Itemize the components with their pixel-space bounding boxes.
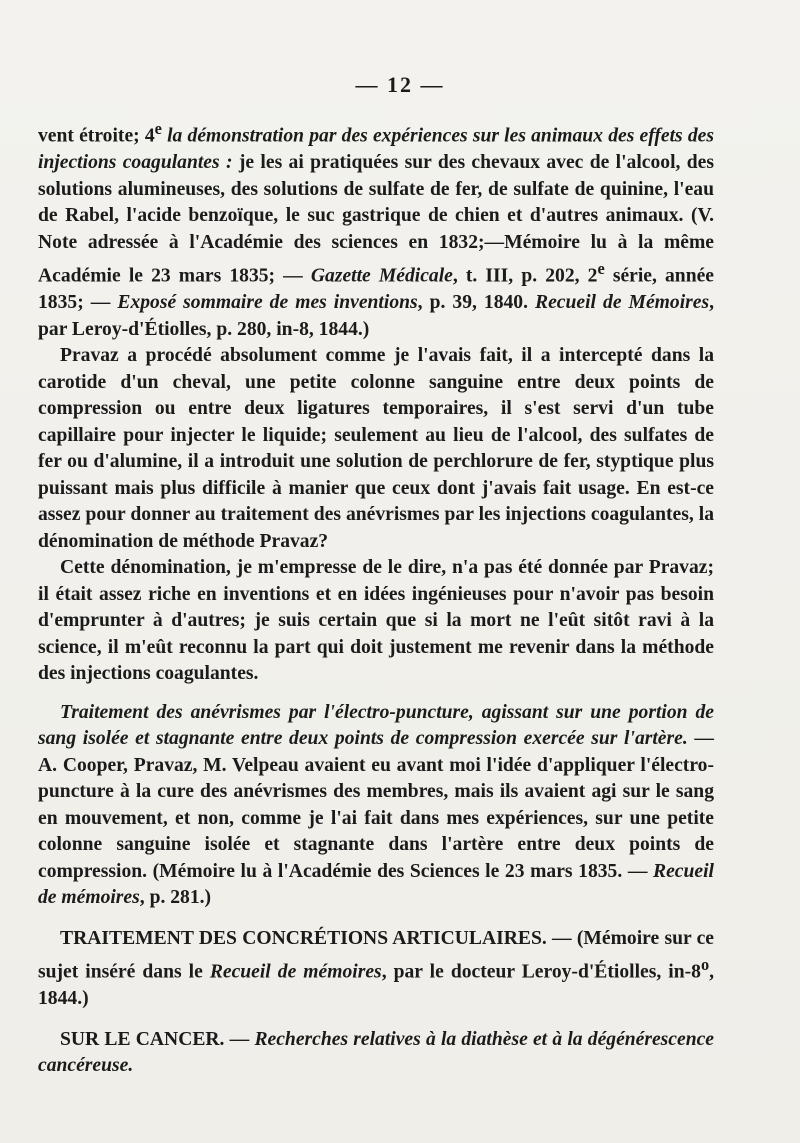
italic-run: Gazette Médicale: [310, 265, 453, 287]
italic-run: Recueil de mémoires: [38, 860, 714, 909]
paragraph-6: [38, 1027, 714, 1080]
paragraph-1: [38, 116, 714, 343]
italic-run: Traitement des anévrismes par l'électro-puncture, agissant sur une portion de sang isolée et stagnante entre deux points de compression exercée sur l'artère.: [38, 701, 714, 750]
text-run: vent étroite; 4: [38, 125, 155, 147]
italic-run: Recueil de Mémoires: [535, 292, 710, 314]
text-run: SUR LE CANCER. —: [60, 1028, 255, 1050]
text-run: , t. III, p. 202, 2: [452, 265, 598, 287]
italic-run: Recueil de mémoires: [209, 961, 382, 983]
text-run: , p. 39, 1840.: [417, 292, 536, 314]
paragraph-2: Pravaz a procédé absolument comme je l'avais fait, il a intercepté dans la carotide d'un cheval, une petite colonne sanguine entre deux points de compression ou entre deux ligatures temporaires, il s'est servi d'un tube capillaire pour injecter le liquide; seulement au lieu de l'alcool, des sulfates de fer ou d'alumine, il a introduit une solution de perchlorure de fer, styptique plus puissant mais plus difficile à manier que ceux dont j'avais fait usage. En est-ce assez pour donner au traitement des anévrismes par les injections coagulantes, la dénomination de méthode Pravaz?: [38, 345, 714, 552]
text-run: , p. 281.): [139, 887, 212, 909]
text-run: je les ai pratiquées sur des chevaux avec de l'alcool, des solutions alumineuses, des solutions de sulfate de fer, de sulfate de quinine, l'eau de Rabel, l'acide benzoïque, le suc gastrique de chien et d'autres animaux. (V. Note adressée à l'Académie des sciences en 1832;—Mémoire lu à la même Académie le 23 mars 1835; —: [38, 152, 714, 287]
text-run: TRAITEMENT DES CONCRÉTIONS ARTICULAIRES. — (Mémoire sur ce sujet inséré dans le: [38, 927, 714, 983]
text-run: , par Leroy-d'Étiolles, p. 280, in-8, 1844.): [38, 292, 714, 340]
paragraph-5: [38, 926, 714, 1013]
italic-run: Recherches relatives à la diathèse et à la dégénérescence cancéreuse.: [38, 1028, 714, 1077]
page-number: — 12 —: [355, 72, 445, 97]
superscript: e: [597, 259, 605, 279]
body-text: [38, 116, 714, 1080]
text-run: , 1844.): [38, 961, 715, 1010]
italic-run: Exposé sommaire de mes inventions: [117, 292, 418, 314]
superscript: e: [154, 119, 162, 138]
paragraph-3: Cette dénomination, je m'empresse de le dire, n'a pas été donnée par Pravaz; il était assez riche en inventions et en idées ingénieuses pour n'avoir pas besoin d'emprunter à d'autres; je suis certain que si la mort ne l'eût sitôt ravi à la science, il m'eût reconnu la part qui doit justement me revenir dans la méthode des injections coagulantes.: [38, 557, 714, 685]
text-run: — A. Cooper, Pravaz, M. Velpeau avaient eu avant moi l'idée d'appliquer l'électro-puncture à la cure des anévrismes des membres, mais ils avaient agi sur le sang en mouvement, et non, comme je l'ai fait dans mes expériences, sur une petite colonne sanguine isolée et stagnante dans l'artère entre deux points de compression. (Mémoire lu à l'Académie des Sciences le 23 mars 1835. —: [38, 728, 714, 882]
paragraph-4: [38, 700, 714, 912]
superscript: o: [700, 955, 710, 975]
italic-run: la démonstration par des expériences sur les animaux des effets des injections coagulantes :: [38, 125, 714, 174]
text-run: , par le docteur Leroy-d'Étiolles, in-8: [381, 961, 701, 983]
text-run: série, année 1835; —: [38, 265, 714, 314]
